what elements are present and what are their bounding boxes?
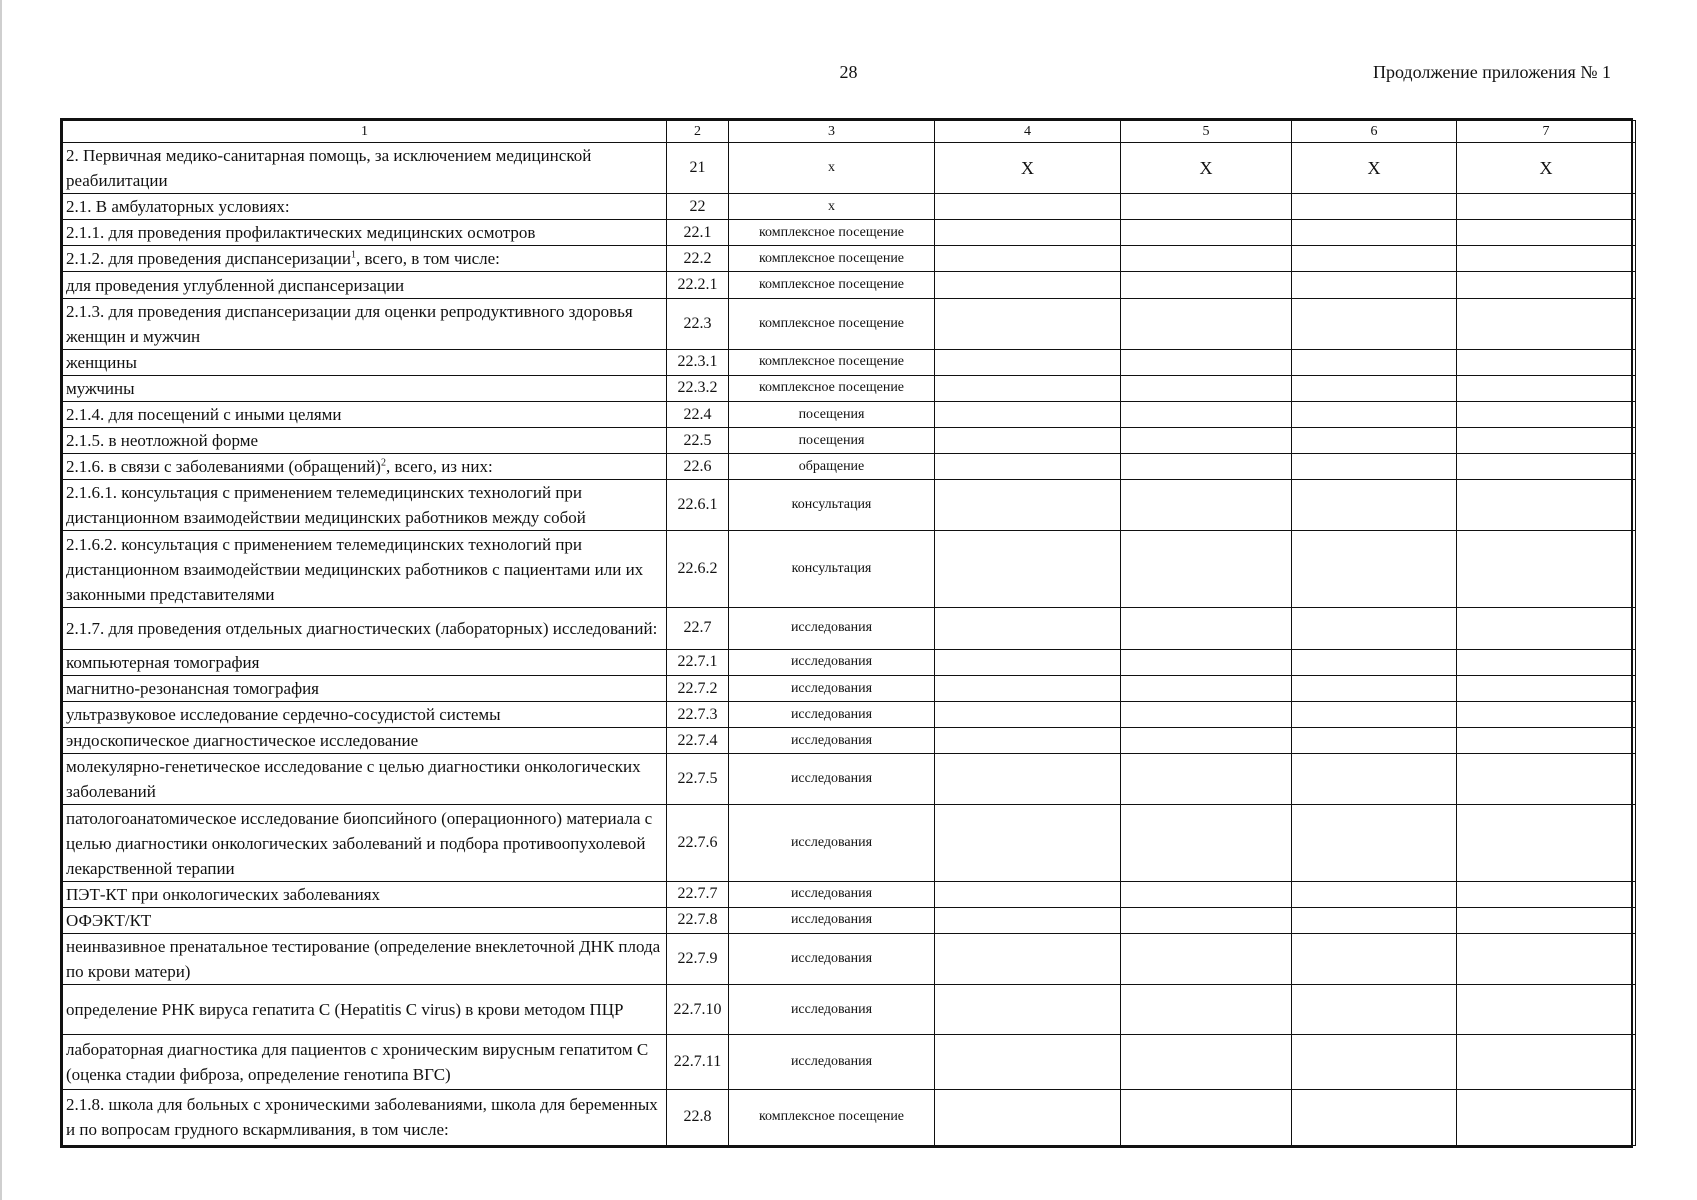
indicator-name-cell — [63, 428, 667, 454]
scan-edge — [0, 0, 2, 1200]
value-cell-col7 — [1457, 702, 1636, 728]
value-cell-col6 — [1292, 480, 1457, 531]
indicator-name: патологоанатомическое исследование биопсийного (операционного) материала с целью диагностики онкологических заболеваний и подбора противоопухолевой лекарственной терапии — [66, 808, 653, 878]
value-cell-col6 — [1292, 907, 1457, 933]
value-cell-col4 — [935, 401, 1121, 427]
table-row — [63, 702, 1636, 728]
column-header: 4 — [935, 121, 1121, 143]
indicator-name-cell — [63, 985, 667, 1035]
row-code-cell: 22.7.4 — [667, 728, 729, 754]
value-cell-col7 — [1457, 349, 1636, 375]
table-row — [63, 194, 1636, 220]
value-cell-col4 — [935, 754, 1121, 805]
indicator-name-cell — [63, 220, 667, 246]
value-cell-col7 — [1457, 194, 1636, 220]
indicator-name-cell — [63, 349, 667, 375]
indicator-name-cell — [63, 881, 667, 907]
value-cell-col5 — [1121, 480, 1292, 531]
value-cell-col4 — [935, 194, 1121, 220]
unit-cell: обращение — [729, 454, 935, 480]
value-cell-col5 — [1121, 375, 1292, 401]
indicator-name: неинвазивное пренатальное тестирование (определение внеклеточной ДНК плода по крови матери) — [66, 937, 661, 982]
value-cell-col6 — [1292, 676, 1457, 702]
value-cell-col4 — [935, 480, 1121, 531]
value-cell-col4 — [935, 728, 1121, 754]
indicator-name: 2.1.8. школа для больных с хроническими заболеваниями, школа для беременных и по вопросам грудного вскармливания, в том числе: — [66, 1095, 658, 1140]
value-cell-col5 — [1121, 272, 1292, 298]
value-cell-col4 — [935, 1035, 1121, 1089]
unit-cell: исследования — [729, 985, 935, 1035]
indicator-name-cell — [63, 607, 667, 649]
column-header: 2 — [667, 121, 729, 143]
value-cell-col5 — [1121, 933, 1292, 984]
indicator-name-cell — [63, 298, 667, 349]
value-cell-col6 — [1292, 194, 1457, 220]
unit-cell: комплексное посещение — [729, 220, 935, 246]
row-code-cell: 22.7.11 — [667, 1035, 729, 1089]
value-cell-col7 — [1457, 298, 1636, 349]
indicator-name-cell — [63, 805, 667, 881]
column-number-header — [63, 121, 1636, 143]
indicator-name: молекулярно-генетическое исследование с целью диагностики онкологических заболеваний — [66, 757, 641, 802]
value-cell-col5 — [1121, 454, 1292, 480]
column-header: 5 — [1121, 121, 1292, 143]
value-cell-col4 — [935, 805, 1121, 881]
indicator-name: 2.1.6.2. консультация с применением телемедицинских технологий при дистанционном взаимодействии медицинских работников с пациентами или их законными представителями — [66, 534, 644, 604]
value-cell-col7 — [1457, 649, 1636, 675]
indicator-name: мужчины — [66, 378, 135, 398]
row-code-cell: 22.7.6 — [667, 805, 729, 881]
value-cell-col4 — [935, 298, 1121, 349]
indicator-name: ОФЭКТ/КТ — [66, 910, 152, 930]
value-cell-col5 — [1121, 401, 1292, 427]
value-cell-col4 — [935, 454, 1121, 480]
unit-cell: посещения — [729, 401, 935, 427]
unit-cell: комплексное посещение — [729, 246, 935, 272]
value-cell-col6 — [1292, 454, 1457, 480]
unit-cell: комплексное посещение — [729, 375, 935, 401]
value-cell-col6 — [1292, 728, 1457, 754]
row-code-cell: 22.7 — [667, 607, 729, 649]
value-cell-col4 — [935, 881, 1121, 907]
table-row — [63, 298, 1636, 349]
row-code-cell: 22.7.9 — [667, 933, 729, 984]
unit-cell: исследования — [729, 805, 935, 881]
indicator-name: определение РНК вируса гепатита C (Hepatitis C virus) в крови методом ПЦР — [66, 1000, 624, 1020]
value-cell-col5: Х — [1121, 143, 1292, 194]
value-cell-col6 — [1292, 220, 1457, 246]
indicator-name-cell — [63, 272, 667, 298]
column-header: 3 — [729, 121, 935, 143]
row-code-cell: 22.7.1 — [667, 649, 729, 675]
row-code-cell: 22.4 — [667, 401, 729, 427]
indicator-name-cell — [63, 1035, 667, 1089]
row-code-cell: 22.3 — [667, 298, 729, 349]
indicator-name: 2. Первичная медико-санитарная помощь, за исключением медицинской реабилитации — [66, 146, 592, 191]
value-cell-col5 — [1121, 805, 1292, 881]
row-code-cell: 22.7.2 — [667, 676, 729, 702]
value-cell-col7 — [1457, 881, 1636, 907]
row-code-cell: 22.7.7 — [667, 881, 729, 907]
unit-cell: х — [729, 194, 935, 220]
value-cell-col6 — [1292, 933, 1457, 984]
indicator-name-cell — [63, 401, 667, 427]
unit-cell: исследования — [729, 907, 935, 933]
value-cell-col4 — [935, 676, 1121, 702]
value-cell-col7 — [1457, 676, 1636, 702]
indicator-name-cell — [63, 676, 667, 702]
value-cell-col7: Х — [1457, 143, 1636, 194]
value-cell-col7 — [1457, 1035, 1636, 1089]
value-cell-col7 — [1457, 985, 1636, 1035]
row-code-cell: 22.7.8 — [667, 907, 729, 933]
indicator-name-cell — [63, 143, 667, 194]
table-row — [63, 933, 1636, 984]
value-cell-col6 — [1292, 375, 1457, 401]
value-cell-col5 — [1121, 246, 1292, 272]
table-row — [63, 985, 1636, 1035]
value-cell-col7 — [1457, 246, 1636, 272]
value-cell-col6 — [1292, 649, 1457, 675]
table-row — [63, 375, 1636, 401]
unit-cell: исследования — [729, 728, 935, 754]
indicator-name-tail: , всего, из них: — [385, 457, 493, 477]
table-row — [63, 1089, 1636, 1145]
table-row — [63, 676, 1636, 702]
row-code-cell: 22.6.2 — [667, 531, 729, 607]
appendix-continuation-note: Продолжение приложения № 1 — [1372, 62, 1611, 82]
value-cell-col4 — [935, 985, 1121, 1035]
value-cell-col6 — [1292, 607, 1457, 649]
indicator-name: эндоскопическое диагностическое исследование — [66, 731, 419, 751]
value-cell-col5 — [1121, 728, 1292, 754]
value-cell-col6 — [1292, 401, 1457, 427]
page-number: 28 — [839, 62, 858, 82]
value-cell-col7 — [1457, 754, 1636, 805]
table-body — [63, 143, 1636, 1146]
row-code-cell: 21 — [667, 143, 729, 194]
indicator-name: 2.1.4. для посещений с иными целями — [66, 405, 342, 425]
unit-cell: посещения — [729, 428, 935, 454]
value-cell-col7 — [1457, 805, 1636, 881]
value-cell-col5 — [1121, 881, 1292, 907]
indicator-name: 2.1. В амбулаторных условиях: — [66, 197, 290, 217]
value-cell-col7 — [1457, 907, 1636, 933]
indicator-name-cell — [63, 375, 667, 401]
value-cell-col4 — [935, 272, 1121, 298]
table-row — [63, 143, 1636, 194]
value-cell-col5 — [1121, 1089, 1292, 1145]
unit-cell: консультация — [729, 531, 935, 607]
table-row — [63, 728, 1636, 754]
value-cell-col6 — [1292, 428, 1457, 454]
unit-cell: исследования — [729, 881, 935, 907]
indicator-name-cell — [63, 480, 667, 531]
row-code-cell: 22.7.3 — [667, 702, 729, 728]
value-cell-col4 — [935, 907, 1121, 933]
row-code-cell: 22.1 — [667, 220, 729, 246]
value-cell-col5 — [1121, 531, 1292, 607]
indicator-name: ПЭТ-КТ при онкологических заболеваниях — [66, 884, 381, 904]
value-cell-col6 — [1292, 754, 1457, 805]
value-cell-col4 — [935, 375, 1121, 401]
footnote-marker: 2 — [380, 457, 386, 469]
value-cell-col6 — [1292, 531, 1457, 607]
value-cell-col4 — [935, 428, 1121, 454]
indicator-name-cell — [63, 194, 667, 220]
value-cell-col4 — [935, 1089, 1121, 1145]
indicator-name-cell — [63, 246, 667, 272]
indicator-name: 2.1.2. для проведения диспансеризации — [66, 249, 351, 269]
indicator-name: 2.1.1. для проведения профилактических медицинских осмотров — [66, 223, 536, 243]
table-row — [63, 349, 1636, 375]
value-cell-col6 — [1292, 246, 1457, 272]
value-cell-col7 — [1457, 401, 1636, 427]
unit-cell: исследования — [729, 607, 935, 649]
unit-cell: комплексное посещение — [729, 349, 935, 375]
indicator-name: лабораторная диагностика для пациентов с хроническим вирусным гепатитом C (оценка стадии фиброза, определение генотипа ВГС) — [66, 1039, 649, 1084]
value-cell-col5 — [1121, 907, 1292, 933]
appendix-table — [62, 120, 1636, 1146]
value-cell-col6 — [1292, 1089, 1457, 1145]
row-code-cell: 22.7.10 — [667, 985, 729, 1035]
indicator-name-cell — [63, 728, 667, 754]
value-cell-col4 — [935, 702, 1121, 728]
unit-cell: х — [729, 143, 935, 194]
unit-cell: исследования — [729, 702, 935, 728]
value-cell-col7 — [1457, 607, 1636, 649]
value-cell-col7 — [1457, 933, 1636, 984]
footnote-marker: 1 — [351, 249, 356, 261]
indicator-name: 2.1.5. в неотложной форме — [66, 431, 259, 451]
table-row — [63, 246, 1636, 272]
table-row — [63, 272, 1636, 298]
table-row — [63, 754, 1636, 805]
row-code-cell: 22.6.1 — [667, 480, 729, 531]
value-cell-col6 — [1292, 805, 1457, 881]
unit-cell: исследования — [729, 649, 935, 675]
unit-cell: исследования — [729, 933, 935, 984]
value-cell-col6: Х — [1292, 143, 1457, 194]
table-row — [63, 649, 1636, 675]
table-row — [63, 805, 1636, 881]
row-code-cell: 22.5 — [667, 428, 729, 454]
row-code-cell: 22 — [667, 194, 729, 220]
value-cell-col5 — [1121, 676, 1292, 702]
value-cell-col5 — [1121, 985, 1292, 1035]
value-cell-col7 — [1457, 531, 1636, 607]
value-cell-col5 — [1121, 428, 1292, 454]
row-code-cell: 22.2.1 — [667, 272, 729, 298]
value-cell-col6 — [1292, 702, 1457, 728]
indicator-name-cell — [63, 754, 667, 805]
column-header: 6 — [1292, 121, 1457, 143]
row-code-cell: 22.3.1 — [667, 349, 729, 375]
unit-cell: консультация — [729, 480, 935, 531]
unit-cell: комплексное посещение — [729, 298, 935, 349]
appendix-table-container — [60, 118, 1633, 1148]
indicator-name-cell — [63, 933, 667, 984]
value-cell-col4 — [935, 349, 1121, 375]
value-cell-col6 — [1292, 881, 1457, 907]
value-cell-col7 — [1457, 428, 1636, 454]
value-cell-col5 — [1121, 702, 1292, 728]
row-code-cell: 22.8 — [667, 1089, 729, 1145]
value-cell-col7 — [1457, 728, 1636, 754]
value-cell-col6 — [1292, 272, 1457, 298]
value-cell-col5 — [1121, 649, 1292, 675]
indicator-name: магнитно-резонансная томография — [66, 679, 319, 699]
table-row — [63, 428, 1636, 454]
value-cell-col7 — [1457, 375, 1636, 401]
value-cell-col7 — [1457, 272, 1636, 298]
indicator-name-tail: , всего, в том числе: — [356, 249, 500, 269]
value-cell-col5 — [1121, 349, 1292, 375]
table-row — [63, 480, 1636, 531]
indicator-name-cell — [63, 1089, 667, 1145]
value-cell-col7 — [1457, 454, 1636, 480]
indicator-name: 2.1.6.1. консультация с применением телемедицинских технологий при дистанционном взаимодействии медицинских работников между собой — [66, 483, 586, 528]
value-cell-col5 — [1121, 194, 1292, 220]
table-row — [63, 531, 1636, 607]
row-code-cell: 22.2 — [667, 246, 729, 272]
indicator-name: женщины — [66, 352, 137, 372]
value-cell-col6 — [1292, 298, 1457, 349]
value-cell-col6 — [1292, 1035, 1457, 1089]
column-header: 7 — [1457, 121, 1636, 143]
value-cell-col5 — [1121, 298, 1292, 349]
unit-cell: комплексное посещение — [729, 272, 935, 298]
indicator-name: 2.1.3. для проведения диспансеризации для оценки репродуктивного здоровья женщин и мужчин — [66, 301, 633, 346]
row-code-cell: 22.7.5 — [667, 754, 729, 805]
unit-cell: исследования — [729, 1035, 935, 1089]
indicator-name: 2.1.7. для проведения отдельных диагностических (лабораторных) исследований: — [66, 618, 658, 638]
value-cell-col4 — [935, 607, 1121, 649]
table-row — [63, 401, 1636, 427]
value-cell-col4 — [935, 933, 1121, 984]
table-row — [63, 607, 1636, 649]
indicator-name-cell — [63, 702, 667, 728]
table-row — [63, 220, 1636, 246]
indicator-name: для проведения углубленной диспансеризации — [66, 275, 405, 295]
indicator-name: 2.1.6. в связи с заболеваниями (обращений) — [66, 457, 381, 477]
value-cell-col5 — [1121, 1035, 1292, 1089]
indicator-name-cell — [63, 531, 667, 607]
indicator-name: ультразвуковое исследование сердечно-сосудистой системы — [66, 705, 501, 725]
table-row — [63, 881, 1636, 907]
value-cell-col4 — [935, 246, 1121, 272]
indicator-name-cell — [63, 907, 667, 933]
row-code-cell: 22.6 — [667, 454, 729, 480]
value-cell-col6 — [1292, 349, 1457, 375]
value-cell-col4 — [935, 649, 1121, 675]
value-cell-col5 — [1121, 220, 1292, 246]
table-row — [63, 907, 1636, 933]
indicator-name-cell — [63, 454, 667, 480]
value-cell-col7 — [1457, 1089, 1636, 1145]
value-cell-col5 — [1121, 754, 1292, 805]
indicator-name-cell — [63, 649, 667, 675]
value-cell-col7 — [1457, 480, 1636, 531]
unit-cell: исследования — [729, 676, 935, 702]
value-cell-col4: Х — [935, 143, 1121, 194]
column-header: 1 — [63, 121, 667, 143]
table-row — [63, 454, 1636, 480]
table-row — [63, 1035, 1636, 1089]
indicator-name: компьютерная томография — [66, 652, 260, 672]
value-cell-col6 — [1292, 985, 1457, 1035]
value-cell-col4 — [935, 220, 1121, 246]
value-cell-col4 — [935, 531, 1121, 607]
value-cell-col7 — [1457, 220, 1636, 246]
unit-cell: исследования — [729, 754, 935, 805]
unit-cell: комплексное посещение — [729, 1089, 935, 1145]
row-code-cell: 22.3.2 — [667, 375, 729, 401]
value-cell-col5 — [1121, 607, 1292, 649]
